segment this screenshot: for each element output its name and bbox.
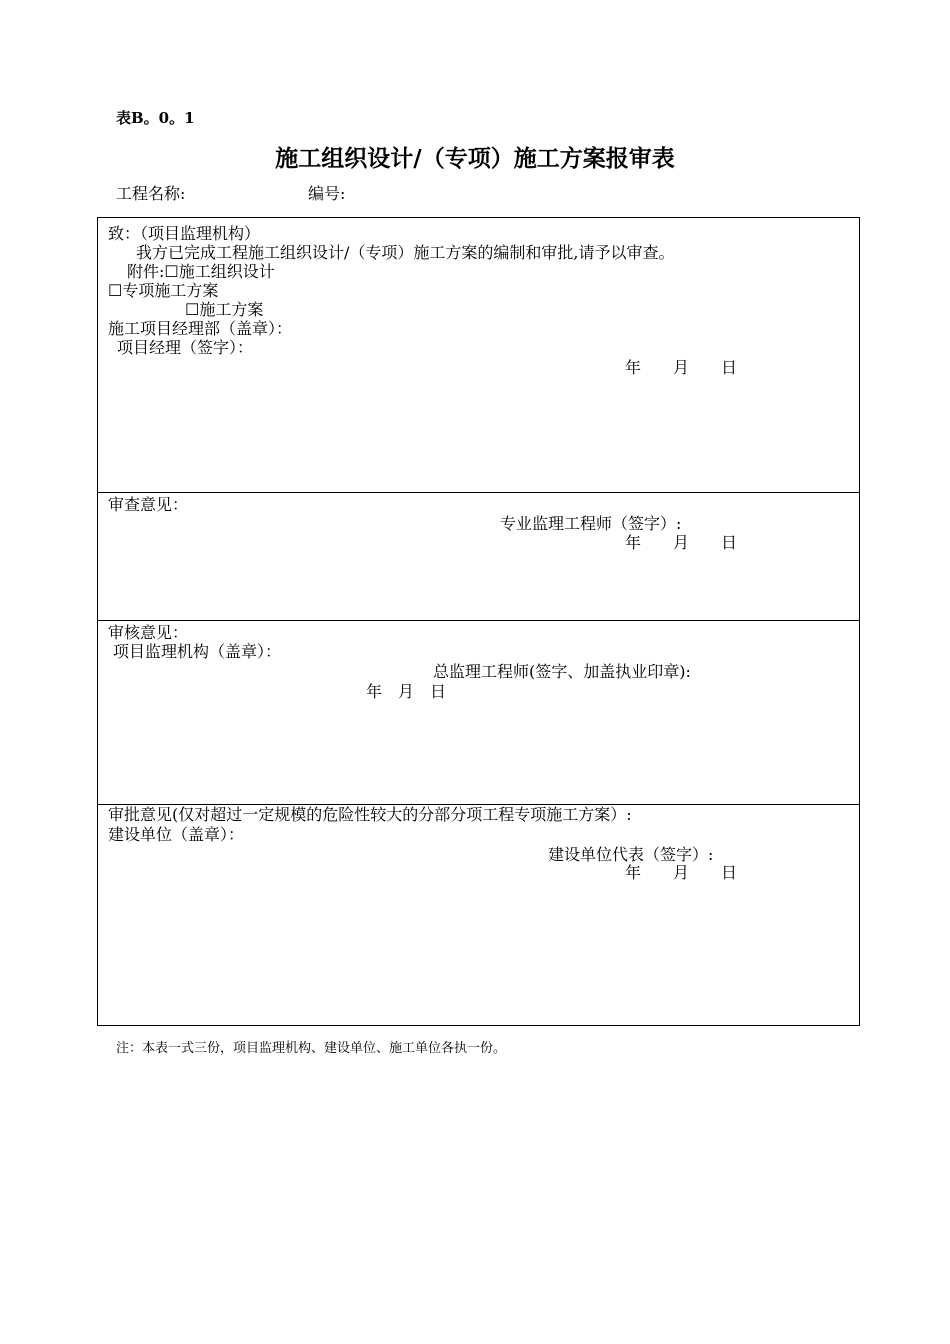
checkbox-icon[interactable]: ☐ bbox=[185, 300, 200, 319]
checkbox-icon[interactable]: ☐ bbox=[108, 281, 123, 300]
attachment-label: 附件: bbox=[127, 262, 165, 281]
plan-line bbox=[185, 300, 263, 319]
addressee-line: 致：（项目监理机构） bbox=[108, 224, 261, 243]
audit-opinion-label: 审核意见： bbox=[108, 623, 189, 642]
supervising-engineer-sign-label: 专业监理工程师（签字）: bbox=[500, 514, 682, 533]
audit-section bbox=[98, 621, 859, 805]
project-name-label: 工程名称: bbox=[116, 184, 186, 203]
special-plan-line bbox=[108, 281, 218, 300]
date-line: 年 月 日 bbox=[625, 358, 738, 377]
attachment-line bbox=[127, 262, 275, 281]
review-section bbox=[98, 493, 859, 621]
option-org-design: 施工组织设计 bbox=[178, 262, 275, 281]
form-title: 施工组织设计/（专项）施工方案报审表 bbox=[275, 145, 675, 172]
date-line: 年 月 日 bbox=[366, 682, 447, 701]
supervision-seal-label: 项目监理机构（盖章）： bbox=[113, 642, 282, 661]
footer-note: 注：本表一式三份，项目监理机构、建设单位、施工单位各执一份。 bbox=[116, 1041, 507, 1056]
owner-seal-label: 建设单位（盖章）： bbox=[108, 825, 245, 844]
date-line: 年 月 日 bbox=[625, 863, 738, 882]
project-manager-sign-label: 项目经理（签字）： bbox=[117, 338, 254, 357]
checkbox-icon[interactable]: ☐ bbox=[164, 262, 179, 281]
option-special-plan: 专项施工方案 bbox=[122, 281, 219, 300]
department-seal-label: 施工项目经理部（盖章）： bbox=[108, 319, 293, 338]
approval-section bbox=[98, 805, 859, 1025]
approval-opinion-label: 审批意见(仅对超过一定规模的危险性较大的分部分项工程专项施工方案）: bbox=[108, 805, 632, 824]
number-label: 编号: bbox=[308, 184, 346, 203]
option-plan: 施工方案 bbox=[199, 300, 264, 319]
chief-engineer-sign-label: 总监理工程师(签字、加盖执业印章): bbox=[433, 662, 691, 681]
submission-body: 我方已完成工程施工组织设计/（专项）施工方案的编制和审批,请予以审查。 bbox=[136, 243, 675, 262]
owner-representative-sign-label: 建设单位代表（签字）: bbox=[548, 845, 714, 864]
form-table bbox=[97, 217, 860, 1026]
review-opinion-label: 审查意见： bbox=[108, 495, 189, 514]
table-number: 表B。0。1 bbox=[116, 109, 195, 127]
date-line: 年 月 日 bbox=[625, 533, 738, 552]
submission-section bbox=[98, 218, 859, 493]
